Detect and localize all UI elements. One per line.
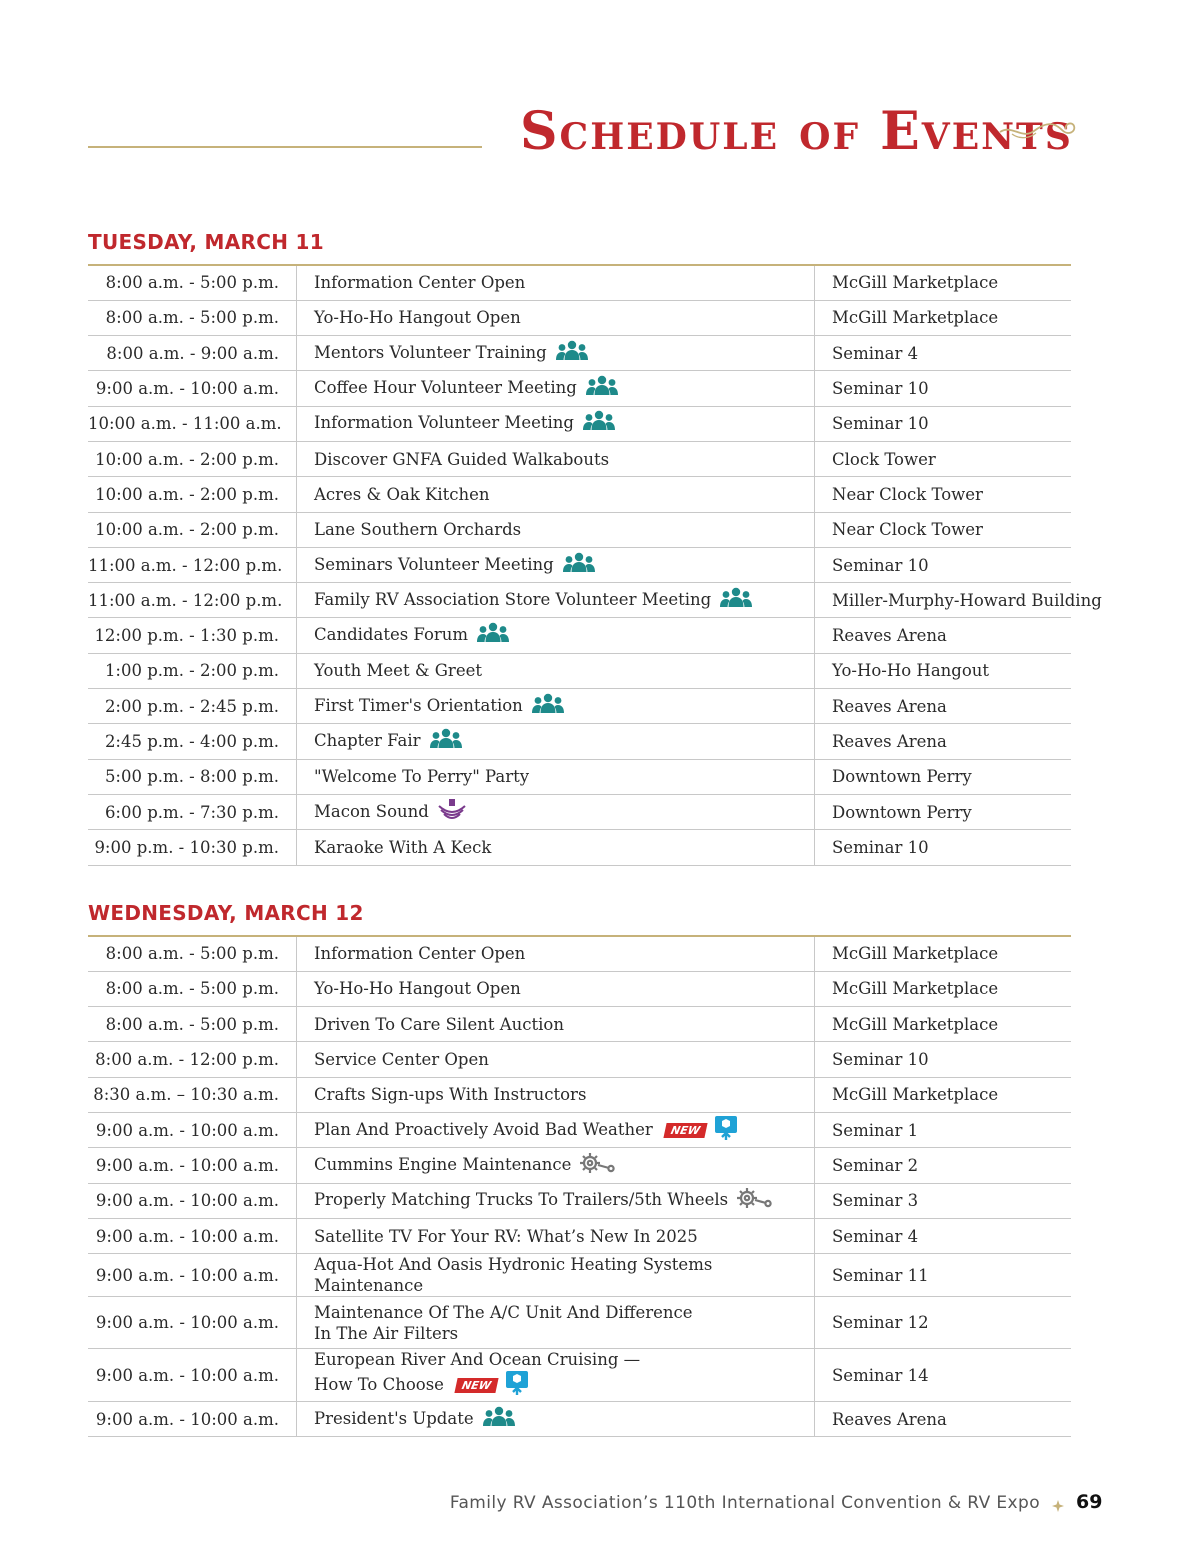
schedule-table <box>88 264 1102 866</box>
event-location: Seminar 12 <box>815 1297 1072 1349</box>
event-name-text: Information Volunteer Meeting <box>314 413 574 433</box>
event-name-text: Karaoke With A Keck <box>314 837 492 857</box>
event-name <box>297 689 815 724</box>
event-name-text: Candidates Forum <box>314 625 469 645</box>
music-icon <box>437 798 467 827</box>
event-time: 10:00 a.m. - 2:00 p.m. <box>88 441 297 476</box>
event-name <box>297 1112 815 1147</box>
event-location: Seminar 4 <box>815 336 1072 371</box>
table-row <box>88 1402 1071 1437</box>
table-row <box>88 724 1071 759</box>
event-name <box>297 336 815 371</box>
event-name-text: "Welcome To Perry" Party <box>314 767 530 787</box>
event-name <box>297 724 815 759</box>
table-row <box>88 618 1071 653</box>
table-row <box>88 1112 1071 1147</box>
event-name <box>297 512 815 547</box>
event-name <box>297 300 815 335</box>
event-time: 9:00 a.m. - 10:00 a.m. <box>88 371 297 406</box>
event-time: 9:00 a.m. - 10:00 a.m. <box>88 1349 297 1402</box>
group-icon <box>531 693 565 720</box>
table-row <box>88 1077 1071 1112</box>
event-name-text: Coffee Hour Volunteer Meeting <box>314 378 577 398</box>
event-location: Reaves Arena <box>815 689 1072 724</box>
event-location: Seminar 11 <box>815 1254 1072 1297</box>
table-row <box>88 936 1071 971</box>
event-name <box>297 830 815 865</box>
table-row <box>88 265 1071 300</box>
event-name <box>297 653 815 688</box>
event-time: 5:00 p.m. - 8:00 p.m. <box>88 759 297 794</box>
event-name <box>297 1349 815 1402</box>
group-icon <box>585 375 619 402</box>
header-rule <box>88 146 482 148</box>
table-row <box>88 689 1071 724</box>
table-row <box>88 1349 1071 1402</box>
table-row <box>88 477 1071 512</box>
table-row <box>88 1254 1071 1297</box>
event-name <box>297 1402 815 1437</box>
event-name <box>297 618 815 653</box>
event-time: 9:00 a.m. - 10:00 a.m. <box>88 1254 297 1297</box>
group-icon <box>555 340 589 367</box>
table-row <box>88 1218 1071 1253</box>
event-location: Downtown Perry <box>815 794 1072 829</box>
event-location: Seminar 10 <box>815 547 1072 582</box>
event-time: 9:00 a.m. - 10:00 a.m. <box>88 1218 297 1253</box>
table-row <box>88 583 1071 618</box>
event-name <box>297 477 815 512</box>
table-row <box>88 759 1071 794</box>
wrench-gear-icon <box>736 1186 772 1215</box>
day-heading: WEDNESDAY, MARCH 12 <box>88 901 364 925</box>
event-time: 8:00 a.m. - 5:00 p.m. <box>88 265 297 300</box>
event-location: McGill Marketplace <box>815 1007 1072 1042</box>
event-location: Reaves Arena <box>815 1402 1072 1437</box>
presentation-icon <box>505 1370 529 1401</box>
event-time: 9:00 a.m. - 10:00 a.m. <box>88 1148 297 1183</box>
new-badge: NEW <box>663 1123 707 1138</box>
event-time: 2:45 p.m. - 4:00 p.m. <box>88 724 297 759</box>
table-row <box>88 371 1071 406</box>
table-row <box>88 336 1071 371</box>
event-name-text: Properly Matching Trucks To Trailers/5th Wheels <box>314 1190 729 1210</box>
event-name-text: President's Update <box>314 1408 474 1428</box>
event-time: 9:00 a.m. - 10:00 a.m. <box>88 1297 297 1349</box>
event-name-text: European River And Ocean Cruising — <box>314 1350 641 1370</box>
event-location: Seminar 10 <box>815 371 1072 406</box>
event-time: 8:00 a.m. - 9:00 a.m. <box>88 336 297 371</box>
event-location: Seminar 2 <box>815 1148 1072 1183</box>
table-row <box>88 300 1071 335</box>
event-time: 8:00 a.m. - 12:00 p.m. <box>88 1042 297 1077</box>
event-time: 1:00 p.m. - 2:00 p.m. <box>88 653 297 688</box>
event-name-text: Family RV Association Store Volunteer Meeting <box>314 589 712 609</box>
new-badge: NEW <box>454 1378 498 1393</box>
group-icon <box>429 728 463 755</box>
event-name <box>297 371 815 406</box>
event-name <box>297 1077 815 1112</box>
event-location: McGill Marketplace <box>815 300 1072 335</box>
event-name-text: Lane Southern Orchards <box>314 520 522 540</box>
group-icon <box>719 587 753 614</box>
event-name-text: Aqua-Hot And Oasis Hydronic Heating Systems Maintenance <box>314 1255 713 1296</box>
event-name-text: Mentors Volunteer Training <box>314 342 547 362</box>
event-time: 10:00 a.m. - 2:00 p.m. <box>88 512 297 547</box>
event-name <box>297 1148 815 1183</box>
day-heading: TUESDAY, MARCH 11 <box>88 230 324 254</box>
diamond-separator-icon <box>1052 1500 1064 1512</box>
footer-text: Family RV Association’s 110th International Convention & RV Expo <box>449 1493 1040 1513</box>
event-time: 10:00 a.m. - 2:00 p.m. <box>88 477 297 512</box>
event-name <box>297 406 815 441</box>
event-location: Miller-Murphy-Howard Building <box>815 583 1072 618</box>
group-icon <box>562 552 596 579</box>
event-name-text: Yo-Ho-Ho Hangout Open <box>314 979 521 999</box>
table-row <box>88 512 1071 547</box>
event-location: McGill Marketplace <box>815 971 1072 1006</box>
table-row <box>88 1042 1071 1077</box>
event-location: Reaves Arena <box>815 618 1072 653</box>
table-row <box>88 441 1071 476</box>
event-location: Seminar 1 <box>815 1112 1072 1147</box>
schedule-table <box>88 935 1071 1437</box>
event-name-text: Information Center Open <box>314 944 526 964</box>
presentation-icon <box>714 1115 738 1146</box>
event-time: 11:00 a.m. - 12:00 p.m. <box>88 547 297 582</box>
event-location: Seminar 14 <box>815 1349 1072 1402</box>
event-name <box>297 441 815 476</box>
event-time: 11:00 a.m. - 12:00 p.m. <box>88 583 297 618</box>
event-time: 8:30 a.m. – 10:30 a.m. <box>88 1077 297 1112</box>
event-name-text: How To Choose <box>314 1375 444 1395</box>
event-name-text: Acres & Oak Kitchen <box>314 484 490 504</box>
table-row <box>88 547 1071 582</box>
table-row <box>88 794 1071 829</box>
event-name <box>297 1042 815 1077</box>
event-location: Seminar 10 <box>815 406 1072 441</box>
event-location: McGill Marketplace <box>815 265 1072 300</box>
event-time: 6:00 p.m. - 7:30 p.m. <box>88 794 297 829</box>
event-name-text: Driven To Care Silent Auction <box>314 1014 564 1034</box>
event-name-text: Yo-Ho-Ho Hangout Open <box>314 308 521 328</box>
event-name <box>297 583 815 618</box>
event-name-text: Macon Sound <box>314 801 429 821</box>
event-name-text: Chapter Fair <box>314 731 421 750</box>
event-time: 8:00 a.m. - 5:00 p.m. <box>88 300 297 335</box>
event-location: Near Clock Tower <box>815 512 1072 547</box>
event-time: 8:00 a.m. - 5:00 p.m. <box>88 971 297 1006</box>
event-name-text: Youth Meet & Greet <box>314 661 482 681</box>
event-name-text: Maintenance Of The A/C Unit And Difference <box>314 1302 693 1322</box>
event-time: 9:00 p.m. - 10:30 p.m. <box>88 830 297 865</box>
event-time: 12:00 p.m. - 1:30 p.m. <box>88 618 297 653</box>
event-name-text: In The Air Filters <box>314 1323 459 1343</box>
event-time: 9:00 a.m. - 10:00 a.m. <box>88 1402 297 1437</box>
event-name <box>297 1183 815 1218</box>
group-icon <box>582 410 616 437</box>
event-name <box>297 1007 815 1042</box>
event-location: Reaves Arena <box>815 724 1072 759</box>
page-title: Schedule of Events <box>520 101 1073 162</box>
event-location: Seminar 3 <box>815 1183 1072 1218</box>
table-row <box>88 1297 1071 1349</box>
event-name <box>297 1218 815 1253</box>
group-icon <box>482 1406 516 1433</box>
event-name-text: Crafts Sign-ups With Instructors <box>314 1085 587 1105</box>
event-name <box>297 265 815 300</box>
event-name <box>297 971 815 1006</box>
event-time: 2:00 p.m. - 2:45 p.m. <box>88 689 297 724</box>
event-location: McGill Marketplace <box>815 1077 1072 1112</box>
event-name-text: First Timer's Orientation <box>314 695 523 715</box>
event-location: Near Clock Tower <box>815 477 1072 512</box>
event-name-text: Information Center Open <box>314 273 526 293</box>
event-name-text: Satellite TV For Your RV: What’s New In 2025 <box>314 1226 698 1246</box>
event-name <box>297 1297 815 1349</box>
event-time: 10:00 a.m. - 11:00 a.m. <box>88 406 297 441</box>
group-icon <box>476 622 510 649</box>
event-name <box>297 794 815 829</box>
event-name <box>297 1254 815 1297</box>
event-time: 9:00 a.m. - 10:00 a.m. <box>88 1183 297 1218</box>
table-row <box>88 830 1071 865</box>
table-row <box>88 1148 1071 1183</box>
event-location: Downtown Perry <box>815 759 1072 794</box>
wrench-gear-icon <box>579 1151 615 1180</box>
event-time: 8:00 a.m. - 5:00 p.m. <box>88 1007 297 1042</box>
event-location: Clock Tower <box>815 441 1072 476</box>
event-time: 8:00 a.m. - 5:00 p.m. <box>88 936 297 971</box>
table-row <box>88 406 1071 441</box>
event-name-text: Plan And Proactively Avoid Bad Weather <box>314 1119 653 1139</box>
table-row <box>88 971 1071 1006</box>
event-location: Seminar 4 <box>815 1218 1072 1253</box>
event-name <box>297 936 815 971</box>
event-location: Seminar 10 <box>815 830 1072 865</box>
event-name-text: Discover GNFA Guided Walkabouts <box>314 449 610 469</box>
event-name <box>297 547 815 582</box>
flourish-ornament-icon <box>998 116 1078 146</box>
event-location: McGill Marketplace <box>815 936 1072 971</box>
table-row <box>88 1007 1071 1042</box>
table-row <box>88 1183 1071 1218</box>
event-name-text: Service Center Open <box>314 1050 489 1070</box>
page-number: 69 <box>1076 1491 1103 1513</box>
event-location: Seminar 10 <box>815 1042 1072 1077</box>
event-name <box>297 759 815 794</box>
event-time: 9:00 a.m. - 10:00 a.m. <box>88 1112 297 1147</box>
event-name-text: Cummins Engine Maintenance <box>314 1154 572 1174</box>
event-name-text: Seminars Volunteer Meeting <box>314 554 554 574</box>
event-location: Yo-Ho-Ho Hangout <box>815 653 1072 688</box>
table-row <box>88 653 1071 688</box>
